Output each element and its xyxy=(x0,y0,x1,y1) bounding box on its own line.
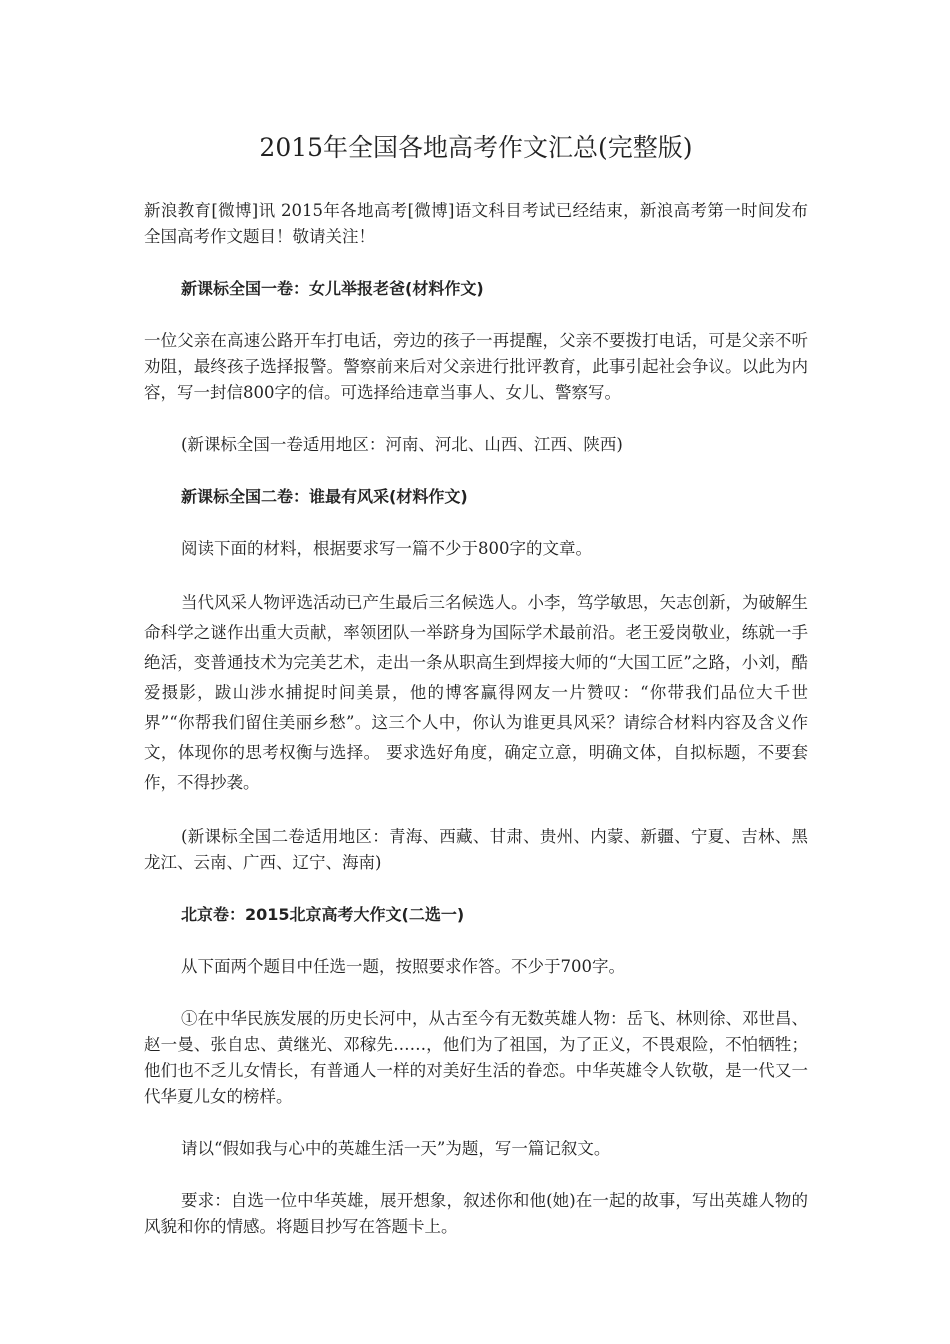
national-2-regions: (新课标全国二卷适用地区：青海、西藏、甘肃、贵州、内蒙、新疆、宁夏、吉林、黑龙江、云南、广西、辽宁、海南) xyxy=(144,827,808,872)
beijing-title-requirement: 请以“假如我与心中的英雄生活一天”为题，写一篇记叙文。 xyxy=(181,1139,611,1158)
section-heading-national-2: 新课标全国二卷：谁最有风采(材料作文) xyxy=(181,487,468,506)
beijing-requirements: 要求：自选一位中华英雄，展开想象，叙述你和他(她)在一起的故事，写出英雄人物的风貌和你的情感。将题目抄写在答题卡上。 xyxy=(144,1191,808,1236)
document-title: 2015年全国各地高考作文汇总(完整版) xyxy=(259,133,693,162)
intro-paragraph: 新浪教育[微博]讯 2015年各地高考[微博]语文科目考试已经结束，新浪高考第一时间发布全国高考作文题目！敬请关注！ xyxy=(144,201,808,246)
section-heading-beijing: 北京卷：2015北京高考大作文(二选一) xyxy=(181,905,465,924)
national-1-regions: (新课标全国一卷适用地区：河南、河北、山西、江西、陕西) xyxy=(181,435,623,454)
section-heading-national-1: 新课标全国一卷：女儿举报老爸(材料作文) xyxy=(181,279,484,298)
document-page xyxy=(144,128,808,1266)
national-1-prompt: 一位父亲在高速公路开车打电话，旁边的孩子一再提醒，父亲不要拨打电话，可是父亲不听劝阻，最终孩子选择报警。警察前来后对父亲进行批评教育，此事引起社会争议。以此为内容，写一封信800字的信。可选择给违章当事人、女儿、警察写。 xyxy=(144,331,808,402)
beijing-option-1: ①在中华民族发展的历史长河中，从古至今有无数英雄人物：岳飞、林则徐、邓世昌、赵一曼、张自忠、黄继光、邓稼先……，他们为了祖国，为了正义，不畏艰险，不怕牺牲；他们也不乏儿女情长，有普通人一样的对美好生活的眷恋。中华英雄令人钦敬，是一代又一代华夏儿女的榜样。 xyxy=(144,1009,808,1106)
beijing-instruction: 从下面两个题目中任选一题，按照要求作答。不少于700字。 xyxy=(181,957,625,976)
national-2-material: 当代风采人物评选活动已产生最后三名候选人。小李，笃学敏思，矢志创新，为破解生命科学之谜作出重大贡献，率领团队一举跻身为国际学术最前沿。老王爱岗敬业，练就一手绝活，变普通技术为完美艺术，走出一条从职高生到焊接大师的“大国工匠”之路，小刘，酷爱摄影，跋山涉水捕捉时间美景，他的博客赢得网友一片赞叹：“你带我们品位大千世界”“你帮我们留住美丽乡愁”。这三个人中，你认为谁更具风采？请综合材料内容及含义作文，体现你的思考权衡与选择。 要求选好角度，确定立意，明确文体，自拟标题，不要套作，不得抄袭。 xyxy=(144,593,808,792)
national-2-instruction: 阅读下面的材料，根据要求写一篇不少于800字的文章。 xyxy=(181,539,592,558)
